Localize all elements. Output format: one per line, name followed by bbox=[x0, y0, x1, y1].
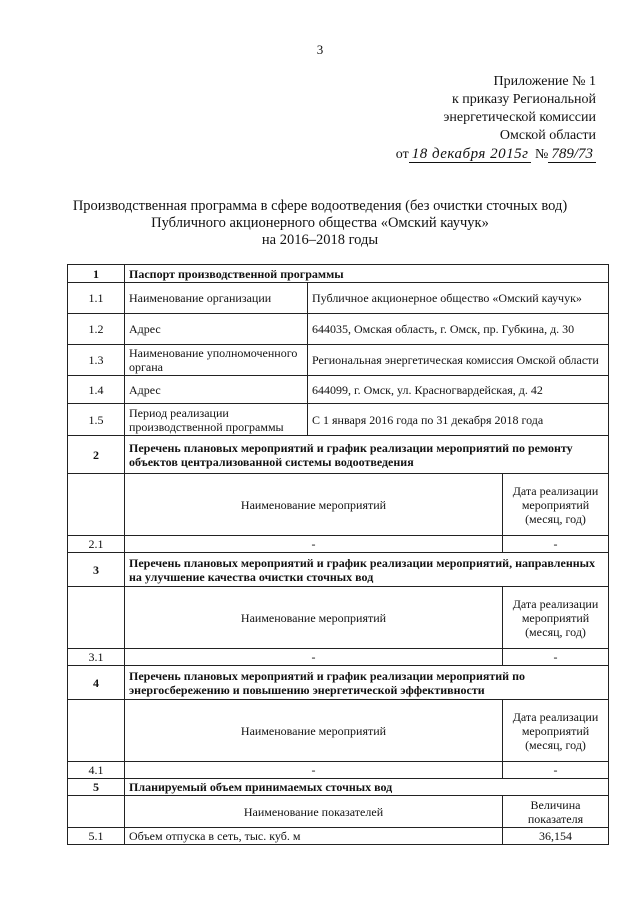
row-name: - bbox=[125, 649, 503, 666]
table-row bbox=[68, 649, 609, 666]
table-header-row bbox=[68, 474, 609, 536]
row-number: 1.4 bbox=[68, 376, 125, 404]
title-line-1: Производственная программа в сфере водоотведения (без очистки сточных вод) bbox=[72, 198, 568, 214]
appendix-line-4: Омской области bbox=[499, 128, 596, 143]
column-header-name: Наименование показателей bbox=[125, 796, 503, 828]
appendix-line-1: Приложение № 1 bbox=[493, 74, 596, 89]
section-number: 4 bbox=[68, 666, 125, 700]
column-header-date: Дата реализации мероприятий (месяц, год) bbox=[503, 587, 609, 649]
row-label: Наименование уполномоченного органа bbox=[125, 345, 308, 376]
table-row bbox=[68, 345, 609, 376]
section-row bbox=[68, 265, 609, 283]
column-header-date: Дата реализации мероприятий (месяц, год) bbox=[503, 474, 609, 536]
row-value: 644099, г. Омск, ул. Красногвардейская, д. 42 bbox=[308, 376, 609, 404]
row-name: - bbox=[125, 536, 503, 553]
document-title bbox=[40, 198, 600, 249]
section-title: Перечень плановых мероприятий и график реализации мероприятий по энергосбережению и повышению энергетической эффективности bbox=[125, 666, 609, 700]
table-header-row bbox=[68, 700, 609, 762]
section-row bbox=[68, 779, 609, 796]
table-row bbox=[68, 828, 609, 845]
row-value: Публичное акционерное общество «Омский каучук» bbox=[308, 283, 609, 314]
table-row bbox=[68, 314, 609, 345]
row-number: 5.1 bbox=[68, 828, 125, 845]
section-number: 3 bbox=[68, 553, 125, 587]
row-name: - bbox=[125, 762, 503, 779]
row-number: 1.2 bbox=[68, 314, 125, 345]
section-row bbox=[68, 553, 609, 587]
column-header-value: Величина показателя bbox=[503, 796, 609, 828]
column-header-name: Наименование мероприятий bbox=[125, 587, 503, 649]
title-line-2: Публичного акционерного общества «Омский каучук» bbox=[151, 215, 489, 231]
column-header-date: Дата реализации мероприятий (месяц, год) bbox=[503, 700, 609, 762]
table-header-row bbox=[68, 796, 609, 828]
section-row bbox=[68, 666, 609, 700]
row-number: 1.3 bbox=[68, 345, 125, 376]
row-number: 1.5 bbox=[68, 404, 125, 436]
program-table bbox=[67, 264, 609, 845]
table-row bbox=[68, 404, 609, 436]
title-line-3: на 2016–2018 годы bbox=[261, 232, 379, 248]
number-label: № bbox=[534, 147, 549, 162]
from-label: от bbox=[395, 147, 409, 162]
row-date: - bbox=[503, 536, 609, 553]
handwritten-number: 789/73 bbox=[548, 146, 596, 163]
column-header-name: Наименование мероприятий bbox=[125, 474, 503, 536]
order-reference bbox=[396, 146, 596, 163]
appendix-header bbox=[443, 73, 596, 145]
row-label: Период реализации производственной программы bbox=[125, 404, 308, 436]
row-number: 3.1 bbox=[68, 649, 125, 666]
section-title: Перечень плановых мероприятий и график реализации мероприятий, направленных на улучшение качества очистки сточных вод bbox=[125, 553, 609, 587]
row-label: Наименование организации bbox=[125, 283, 308, 314]
section-title: Паспорт производственной программы bbox=[125, 265, 609, 283]
row-number: 1.1 bbox=[68, 283, 125, 314]
row-value: Региональная энергетическая комиссия Омской области bbox=[308, 345, 609, 376]
section-title: Планируемый объем принимаемых сточных вод bbox=[125, 779, 609, 796]
appendix-line-2: к приказу Региональной bbox=[451, 92, 596, 107]
section-number: 5 bbox=[68, 779, 125, 796]
row-label: Адрес bbox=[125, 314, 308, 345]
section-row bbox=[68, 436, 609, 474]
section-number: 1 bbox=[68, 265, 125, 283]
row-name: Объем отпуска в сеть, тыс. куб. м bbox=[125, 828, 503, 845]
table-row bbox=[68, 536, 609, 553]
row-date: - bbox=[503, 649, 609, 666]
appendix-line-3: энергетической комиссии bbox=[443, 110, 596, 125]
row-label: Адрес bbox=[125, 376, 308, 404]
table-row bbox=[68, 283, 609, 314]
row-number: 4.1 bbox=[68, 762, 125, 779]
table-header-row bbox=[68, 587, 609, 649]
handwritten-date: 18 декабря 2015г bbox=[409, 146, 532, 163]
row-date: - bbox=[503, 762, 609, 779]
row-value: С 1 января 2016 года по 31 декабря 2018 года bbox=[308, 404, 609, 436]
row-value: 644035, Омская область, г. Омск, пр. Губкина, д. 30 bbox=[308, 314, 609, 345]
table-row bbox=[68, 376, 609, 404]
section-title: Перечень плановых мероприятий и график реализации мероприятий по ремонту объектов централизованной системы водоотведения bbox=[125, 436, 609, 474]
page-number: 3 bbox=[316, 42, 324, 57]
column-header-name: Наименование мероприятий bbox=[125, 700, 503, 762]
table-row bbox=[68, 762, 609, 779]
row-value: 36,154 bbox=[503, 828, 609, 845]
row-number: 2.1 bbox=[68, 536, 125, 553]
section-number: 2 bbox=[68, 436, 125, 474]
